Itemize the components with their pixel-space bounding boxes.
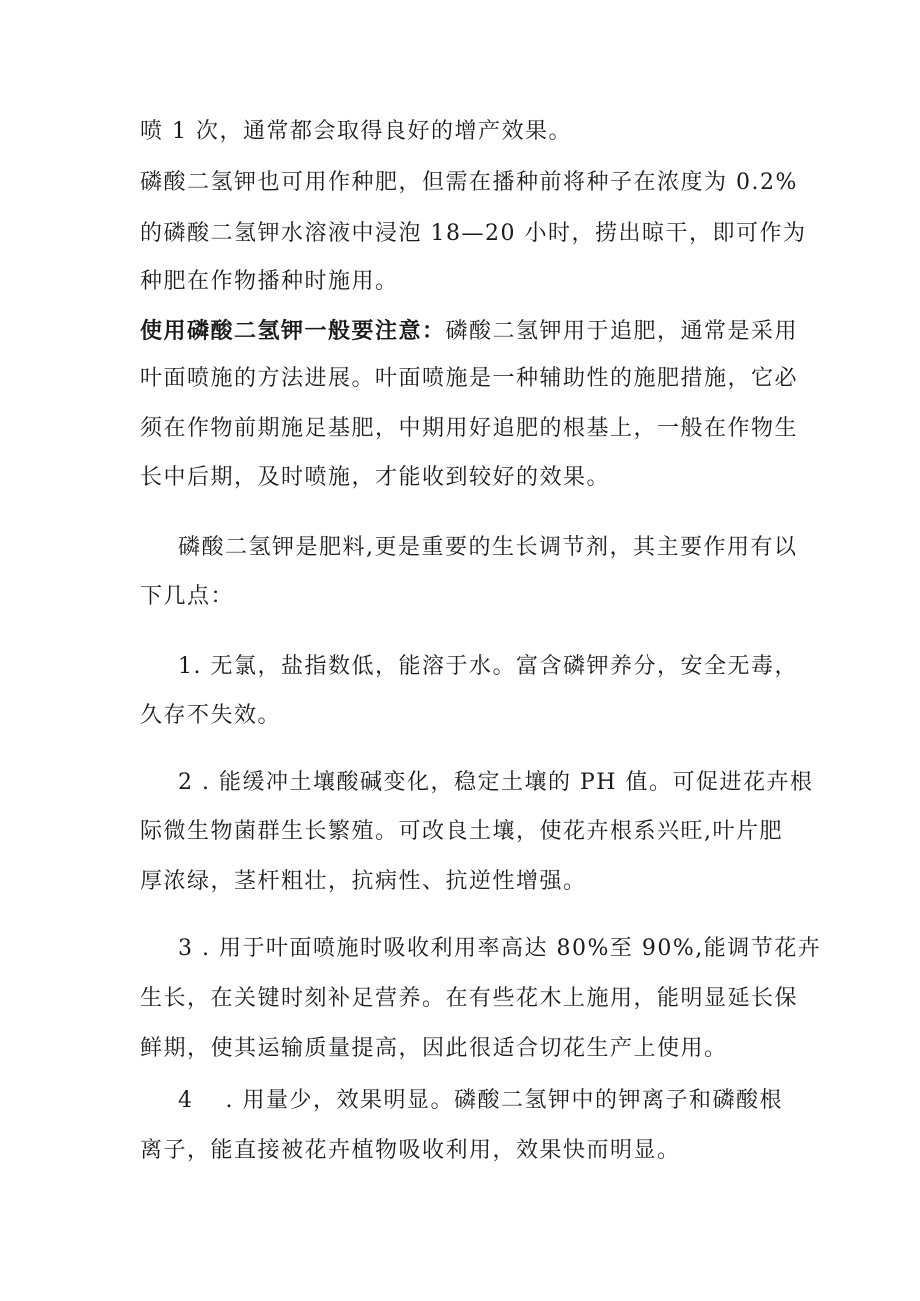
list-item-line: 际微生物菌群生长繁殖。可改良土壤，使花卉根系兴旺,叶片肥 [140,819,783,844]
text-line: 磷酸二氢钾是肥料,更是重要的生长调节剂，其主要作用有以 [178,535,798,560]
text-line: 叶面喷施的方法进展。叶面喷施是一种辅助性的施肥措施，它必 [140,366,799,391]
text-line: 种肥在作物播种时施用。 [140,269,399,294]
text-line: 喷 1 次，通常都会取得良好的增产效果。 [140,119,572,144]
list-item-line: 2 . 能缓冲土壤酸碱变化，稳定土壤的 PH 值。可促进花卉根 [178,770,814,795]
text-line: 的磷酸二氢钾水溶液中浸泡 18—20 小时，捞出晾干，即可作为 [140,221,807,246]
text-line: 长中后期，及时喷施，才能收到较好的效果。 [140,465,611,490]
list-item-line: 生长，在关键时刻补足营养。在有些花木上施用，能明显延长保 [140,986,799,1011]
text-line: 须在作物前期施足基肥，中期用好追肥的根基上，一般在作物生 [140,416,799,441]
text-line: 下几点： [140,584,235,609]
list-item-line: 3 . 用于叶面喷施时吸收利用率高达 80%至 90%,能调节花卉 [178,936,822,961]
text-line [140,316,798,347]
text-span: 磷酸二氢钾用于追肥，通常是采用 [445,319,799,344]
list-item-line: 1. 无氯，盐指数低，能溶于水。富含磷钾养分，安全无毒， [178,654,798,679]
list-item-line: 离子，能直接被花卉植物吸收利用，效果快而明显。 [140,1138,681,1163]
list-item-line: 鲜期，使其运输质量提高，因此很适合切花生产上使用。 [140,1036,728,1061]
list-item-line: 厚浓绿，茎杆粗壮，抗病性、抗逆性增强。 [140,869,587,894]
list-item-line: 久存不失效。 [140,703,282,728]
list-item-line: 4 . 用量少，效果明显。磷酸二氢钾中的钾离子和磷酸根 [178,1088,783,1113]
text-line: 磷酸二氢钾也可用作种肥，但需在播种前将种子在浓度为 0.2% [140,170,798,195]
section-heading: 使用磷酸二氢钾一般要注意： [140,318,446,344]
